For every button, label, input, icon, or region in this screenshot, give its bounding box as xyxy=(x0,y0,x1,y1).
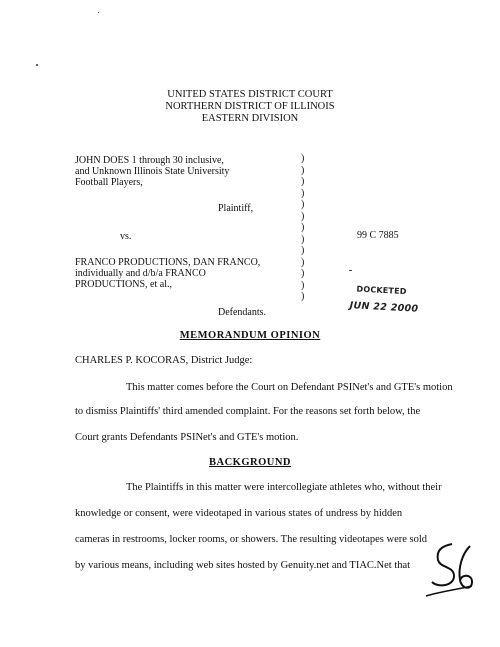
plaintiff-line-2: and Unknown Illinois State University xyxy=(75,166,230,177)
background-line-1: The Plaintiffs in this matter were intercollegiate athletes who, without their xyxy=(126,482,442,493)
background-line-4: by various means, including web sites hosted by Genuity.net and TIAC.Net that xyxy=(75,560,411,571)
defendant-line-2: individually and d/b/a FRANCO xyxy=(75,268,206,279)
court-division: EASTERN DIVISION xyxy=(201,113,299,124)
plaintiff-line-1: JOHN DOES 1 through 30 inclusive, xyxy=(75,155,224,166)
scan-speck xyxy=(349,270,352,271)
versus: vs. xyxy=(120,231,132,242)
intro-line-3: Court grants Defendants PSINet's and GTE's motion. xyxy=(75,432,299,443)
memo-title: MEMORANDUM OPINION xyxy=(179,330,321,341)
defendant-line-3: PRODUCTIONS, et al., xyxy=(75,279,172,290)
background-line-3: cameras in restrooms, locker rooms, or showers. The resulting videotapes were sold xyxy=(75,534,428,545)
court-name: UNITED STATES DISTRICT COURT xyxy=(167,89,333,100)
intro-line-1: This matter comes before the Court on Defendant PSINet's and GTE's motion xyxy=(126,382,453,393)
caption-parenthesis-column: ) ) ) ) ) ) ) ) ) ) ) ) ) xyxy=(301,153,305,302)
intro-line-2: to dismiss Plaintiffs' third amended complaint. For the reasons set forth below, the xyxy=(75,406,421,417)
court-district: NORTHERN DISTRICT OF ILLINOIS xyxy=(165,101,335,112)
background-title: BACKGROUND xyxy=(208,457,291,468)
scan-speck xyxy=(98,12,99,13)
defendant-line-1: FRANCO PRODUCTIONS, DAN FRANCO, xyxy=(75,257,261,268)
docketed-stamp xyxy=(349,284,419,315)
case-number: 99 C 7885 xyxy=(357,230,399,241)
scan-speck xyxy=(36,64,38,66)
plaintiff-role: Plaintiff, xyxy=(218,203,254,214)
docketed-stamp-date: JUN 22 2000 xyxy=(349,300,419,315)
defendant-role: Defendants. xyxy=(218,307,267,318)
docketed-stamp-label: DOCKETED xyxy=(356,284,407,297)
judge-line: CHARLES P. KOCORAS, District Judge: xyxy=(75,355,253,366)
plaintiff-line-3: Football Players, xyxy=(75,177,143,188)
background-line-2: knowledge or consent, were videotaped in various states of undress by hidden xyxy=(75,508,403,519)
handwritten-mark xyxy=(424,540,480,610)
